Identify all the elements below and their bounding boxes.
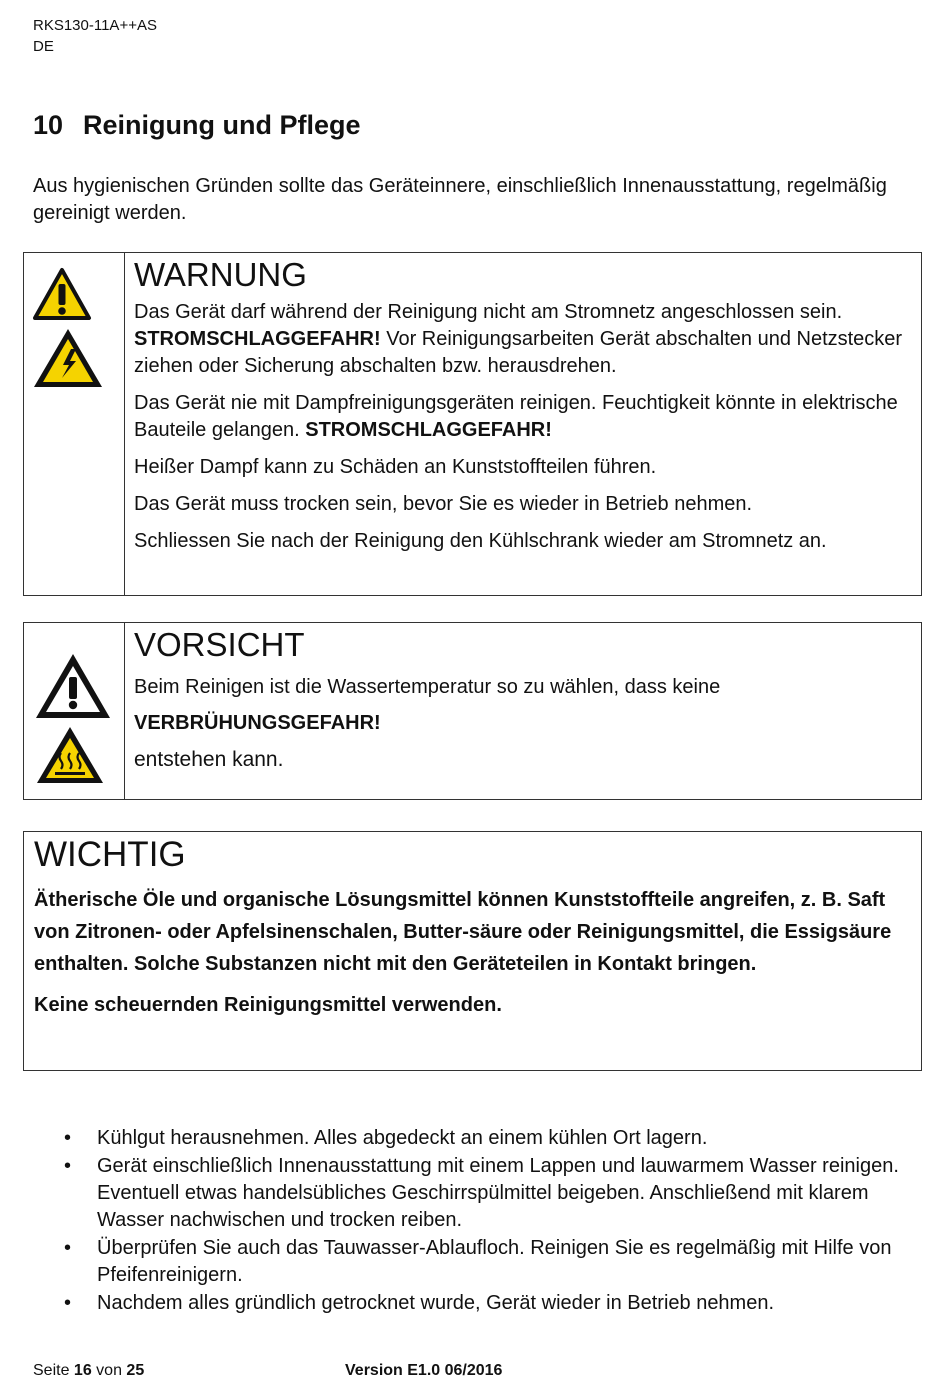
cleaning-steps-list [60,1125,930,1318]
important-title: WICHTIG [34,835,186,874]
bullet-icon: • [64,1127,72,1149]
caution-title: VORSICHT [134,626,305,663]
of-label: von [96,1362,122,1379]
document-header [33,15,157,57]
section-title: Reinigung und Pflege [83,110,361,140]
list-item [60,1290,930,1317]
model-number: RKS130-11A++AS [33,17,157,34]
electric-shock-icon [32,327,104,389]
list-item [60,1125,930,1152]
warning-paragraph-5: Schliessen Sie nach der Reinigung den Kühlschrank wieder am Stromnetz an. [134,530,827,552]
warning-triangle-icon [33,651,113,721]
intro-paragraph: Aus hygienischen Gründen sollte das Geräteinnere, einschließlich Innenausstattung, regelmäßig gereinigt werden. [33,175,887,224]
caution-paragraph-3: entstehen kann. [134,748,284,771]
warning-paragraph-4: Das Gerät muss trocken sein, bevor Sie es wieder in Betrieb nehmen. [134,493,753,515]
bullet-icon: • [64,1155,72,1177]
warning-icon-column [24,253,125,595]
warning-title: WARNUNG [134,256,307,293]
important-content [34,832,909,1030]
shock-hazard-label: STROMSCHLAGGEFAHR! [134,328,381,350]
shock-hazard-label: STROMSCHLAGGEFAHR! [305,419,552,441]
list-item-text: Kühlgut herausnehmen. Alles abgedeckt an einem kühlen Ort lagern. [97,1127,708,1149]
warning-triangle-icon [32,267,92,321]
section-number: 10 [33,110,64,140]
caution-icon-column [24,623,125,799]
page-number: 16 [73,1362,92,1379]
caution-box [23,622,922,800]
scald-hazard-label: VERBRÜHUNGSGEFAHR! [134,712,381,734]
list-item [60,1153,930,1234]
list-item-text: Gerät einschließlich Innenausstattung mit einem Lappen und lauwarmem Wasser reinigen. Eventuell etwas handelsübliches Geschirrspülmittel beigeben. Anschließend mit klarem Wasser nachwischen und trocken reiben. [97,1155,899,1231]
warning-text: Das Gerät nie mit Dampfreinigungsgeräten reinigen. Feuchtigkeit könnte in elektrische Bauteile gelangen. [134,392,898,441]
page-total: 25 [126,1362,145,1379]
important-paragraph-2: Keine scheuernden Reinigungsmittel verwenden. [34,994,502,1016]
list-item [60,1235,930,1289]
warning-content [134,253,909,565]
language-code: DE [33,38,54,55]
warning-paragraph-3: Heißer Dampf kann zu Schäden an Kunststoffteilen führen. [134,456,657,478]
caution-content [134,623,909,782]
warning-paragraph-1 [134,299,909,380]
page-footer [33,1362,933,1380]
page-label: Seite [33,1362,70,1379]
caution-paragraph-1: Beim Reinigen ist die Wassertemperatur so zu wählen, dass keine [134,676,721,698]
warning-box [23,252,922,596]
bullet-icon: • [64,1237,72,1259]
hot-surface-icon [35,725,105,785]
warning-text: Vor Reinigungsarbeiten Gerät abschalten und Netzstecker ziehen oder Sicherung abschalten bzw. herausdrehen. [134,328,903,377]
important-paragraph-1: Ätherische Öle und organische Lösungsmittel können Kunststoffteile angreifen, z. B. Saft von Zitronen- oder Apfelsinenschalen, Butter-säure oder Reinigungsmittel, die Essigsäure enthalten. Solche Substanzen nicht mit den Geräteteilen in Kontakt bringen. [34,889,892,975]
list-item-text: Nachdem alles gründlich getrocknet wurde, Gerät wieder in Betrieb nehmen. [97,1292,775,1314]
section-heading [33,110,361,141]
list-item-text: Überprüfen Sie auch das Tauwasser-Ablaufloch. Reinigen Sie es regelmäßig mit Hilfe von Pfeifenreinigern. [97,1237,892,1286]
important-box [23,831,922,1071]
warning-text: Das Gerät darf während der Reinigung nicht am Stromnetz angeschlossen sein. [134,301,843,323]
version-label: Version E1.0 06/2016 [345,1362,503,1379]
warning-paragraph-2 [134,390,909,444]
bullet-icon: • [64,1292,72,1314]
